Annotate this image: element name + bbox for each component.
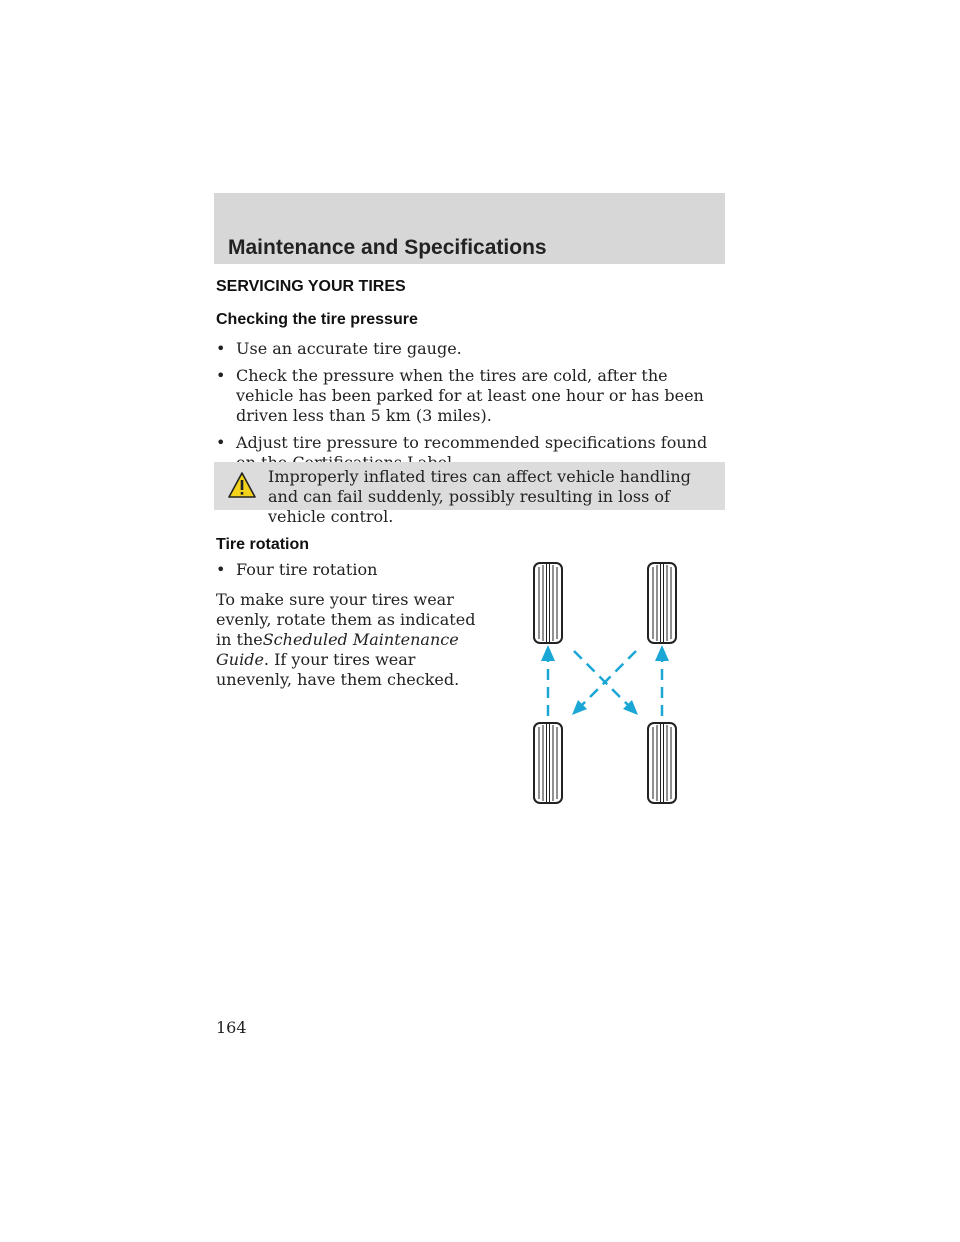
list-item-text: Four tire rotation [236, 560, 378, 579]
list-item [216, 339, 716, 359]
page-number: 164 [216, 1018, 247, 1037]
header-title: Maintenance and Specifications [228, 236, 547, 259]
list-item [216, 366, 716, 426]
pressure-heading: Checking the tire pressure [216, 311, 418, 328]
cross-arrow-to-rear-left [582, 651, 636, 705]
warning-text: Improperly inflated tires can affect vehicle handling and can fail suddenly, possibly resulting in loss of vehicle control. [268, 467, 691, 526]
rotation-arrows [541, 645, 669, 716]
rotation-heading: Tire rotation [216, 536, 310, 553]
section-title: SERVICING YOUR TIRES [216, 278, 406, 295]
guide-title: Scheduled Maintenance Guide [216, 630, 459, 669]
warning-triangle-icon [227, 471, 257, 499]
bullet-icon: • [216, 560, 226, 579]
warning-box [214, 462, 725, 526]
list-item-text: Use an accurate tire gauge. [236, 339, 462, 358]
list-item-text: Adjust tire pressure to recommended specifications found [236, 433, 708, 452]
rear-right-tire [648, 723, 676, 803]
header-bar [214, 193, 725, 264]
bullet-icon: • [216, 339, 226, 358]
front-right-tire [648, 563, 676, 643]
tire-rotation-diagram [505, 548, 705, 818]
cross-arrow-to-rear-right [574, 651, 628, 705]
right-up-arrowhead [655, 645, 669, 661]
list-item-text: Check the pressure when the tires are cold, after the vehicle has been parked for at least one hour or has been driven less than 5 km (3 miles). [236, 366, 704, 425]
bullet-icon: • [216, 366, 226, 385]
pressure-list [216, 339, 716, 480]
left-up-arrowhead [541, 645, 555, 661]
bullet-icon: • [216, 433, 226, 452]
rear-left-tire [534, 723, 562, 803]
rotation-paragraph: To make sure your tires wear evenly, rotate them as indicated in theScheduled Maintenance Guide. If your tires wear unevenly, have them checked. [216, 590, 476, 689]
front-left-tire [534, 563, 562, 643]
